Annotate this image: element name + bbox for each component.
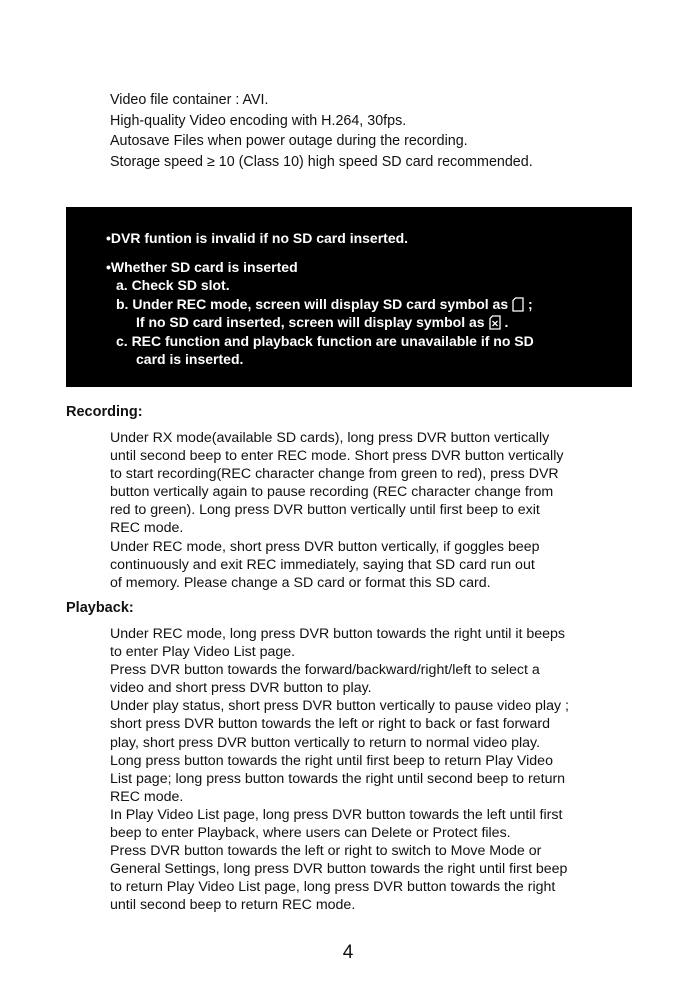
notice-bullet-check: •Whether SD card is inserted xyxy=(106,258,298,275)
spec-line: Video file container : AVI. xyxy=(110,92,269,108)
playback-line: Long press button towards the right until first beep to return Play Video xyxy=(110,752,553,769)
recording-line: REC mode. xyxy=(110,520,184,537)
notice-item-b-end: ; xyxy=(524,295,533,312)
recording-body xyxy=(110,429,655,592)
recording-heading: Recording: xyxy=(66,404,143,420)
recording-line: Under REC mode, short press DVR button vertically, if goggles beep xyxy=(110,538,540,555)
spec-line: Storage speed ≥ 10 (Class 10) high speed SD card recommended. xyxy=(110,153,533,170)
recording-line: to start recording(REC character change from green to red), press DVR xyxy=(110,466,559,483)
notice-item-a: a. Check SD slot. xyxy=(116,277,230,293)
notice-item-b2-end: . xyxy=(500,314,509,330)
spec-line: Autosave Files when power outage during the recording. xyxy=(110,133,468,149)
recording-line: red to green). Long press DVR button vertically until first beep to exit xyxy=(110,502,540,519)
intro-specs xyxy=(110,90,650,172)
playback-line: Under play status, short press DVR button vertically to pause video play ; xyxy=(110,698,569,715)
playback-line: Under REC mode, long press DVR button towards the right until it beeps xyxy=(110,626,566,642)
playback-line: Press DVR button towards the left or right to switch to Move Mode or xyxy=(110,843,542,860)
sd-card-notice-box xyxy=(66,207,632,387)
sd-card-icon xyxy=(512,297,524,312)
playback-line: play, short press DVR button vertically to return to normal video play. xyxy=(110,734,541,751)
playback-line: List page; long press button towards the right until second beep to return xyxy=(110,770,566,787)
spec-line: High-quality Video encoding with H.264, 30fps. xyxy=(110,112,407,129)
playback-line: video and short press DVR button to play. xyxy=(110,680,372,697)
sd-card-missing-icon xyxy=(489,315,501,330)
playback-line: General Settings, long press DVR button towards the right until first beep xyxy=(110,861,568,878)
notice-sublist xyxy=(106,276,622,369)
playback-heading: Playback: xyxy=(66,600,134,616)
recording-line: Under RX mode(available SD cards), long press DVR button vertically xyxy=(110,430,550,446)
recording-line: continuously and exit REC immediately, saying that SD card run out xyxy=(110,556,535,573)
playback-line: Press DVR button towards the forward/backward/right/left to select a xyxy=(110,662,540,679)
notice-bullet-invalid: •DVR funtion is invalid if no SD card inserted. xyxy=(106,230,409,246)
playback-line: REC mode. xyxy=(110,788,184,805)
notice-item-c-cont: card is inserted. xyxy=(136,351,244,367)
playback-line: In Play Video List page, long press DVR button towards the left until first xyxy=(110,806,563,823)
page-number: 4 xyxy=(342,942,354,963)
notice-item-b-cont xyxy=(116,313,622,332)
notice-item-b2-text: If no SD card inserted, screen will display symbol as xyxy=(136,314,485,330)
playback-line: to enter Play Video List page. xyxy=(110,644,296,661)
playback-line: until second beep to return REC mode. xyxy=(110,897,356,914)
playback-line: to return Play Video List page, long press DVR button towards the right xyxy=(110,879,556,896)
recording-line: button vertically again to pause recording (REC character change from xyxy=(110,484,554,501)
recording-line: of memory. Please change a SD card or format this SD card. xyxy=(110,574,491,591)
playback-line: short press DVR button towards the left or right to back or fast forward xyxy=(110,716,551,733)
playback-line: beep to enter Playback, where users can Delete or Protect files. xyxy=(110,825,511,842)
notice-item-b xyxy=(116,295,622,314)
notice-item-c: c. REC function and playback function are unavailable if no SD xyxy=(116,332,534,349)
recording-line: until second beep to enter REC mode. Short press DVR button vertically xyxy=(110,448,564,465)
notice-item-b-text: b. Under REC mode, screen will display SD card symbol as xyxy=(116,295,509,312)
playback-body xyxy=(110,625,655,915)
